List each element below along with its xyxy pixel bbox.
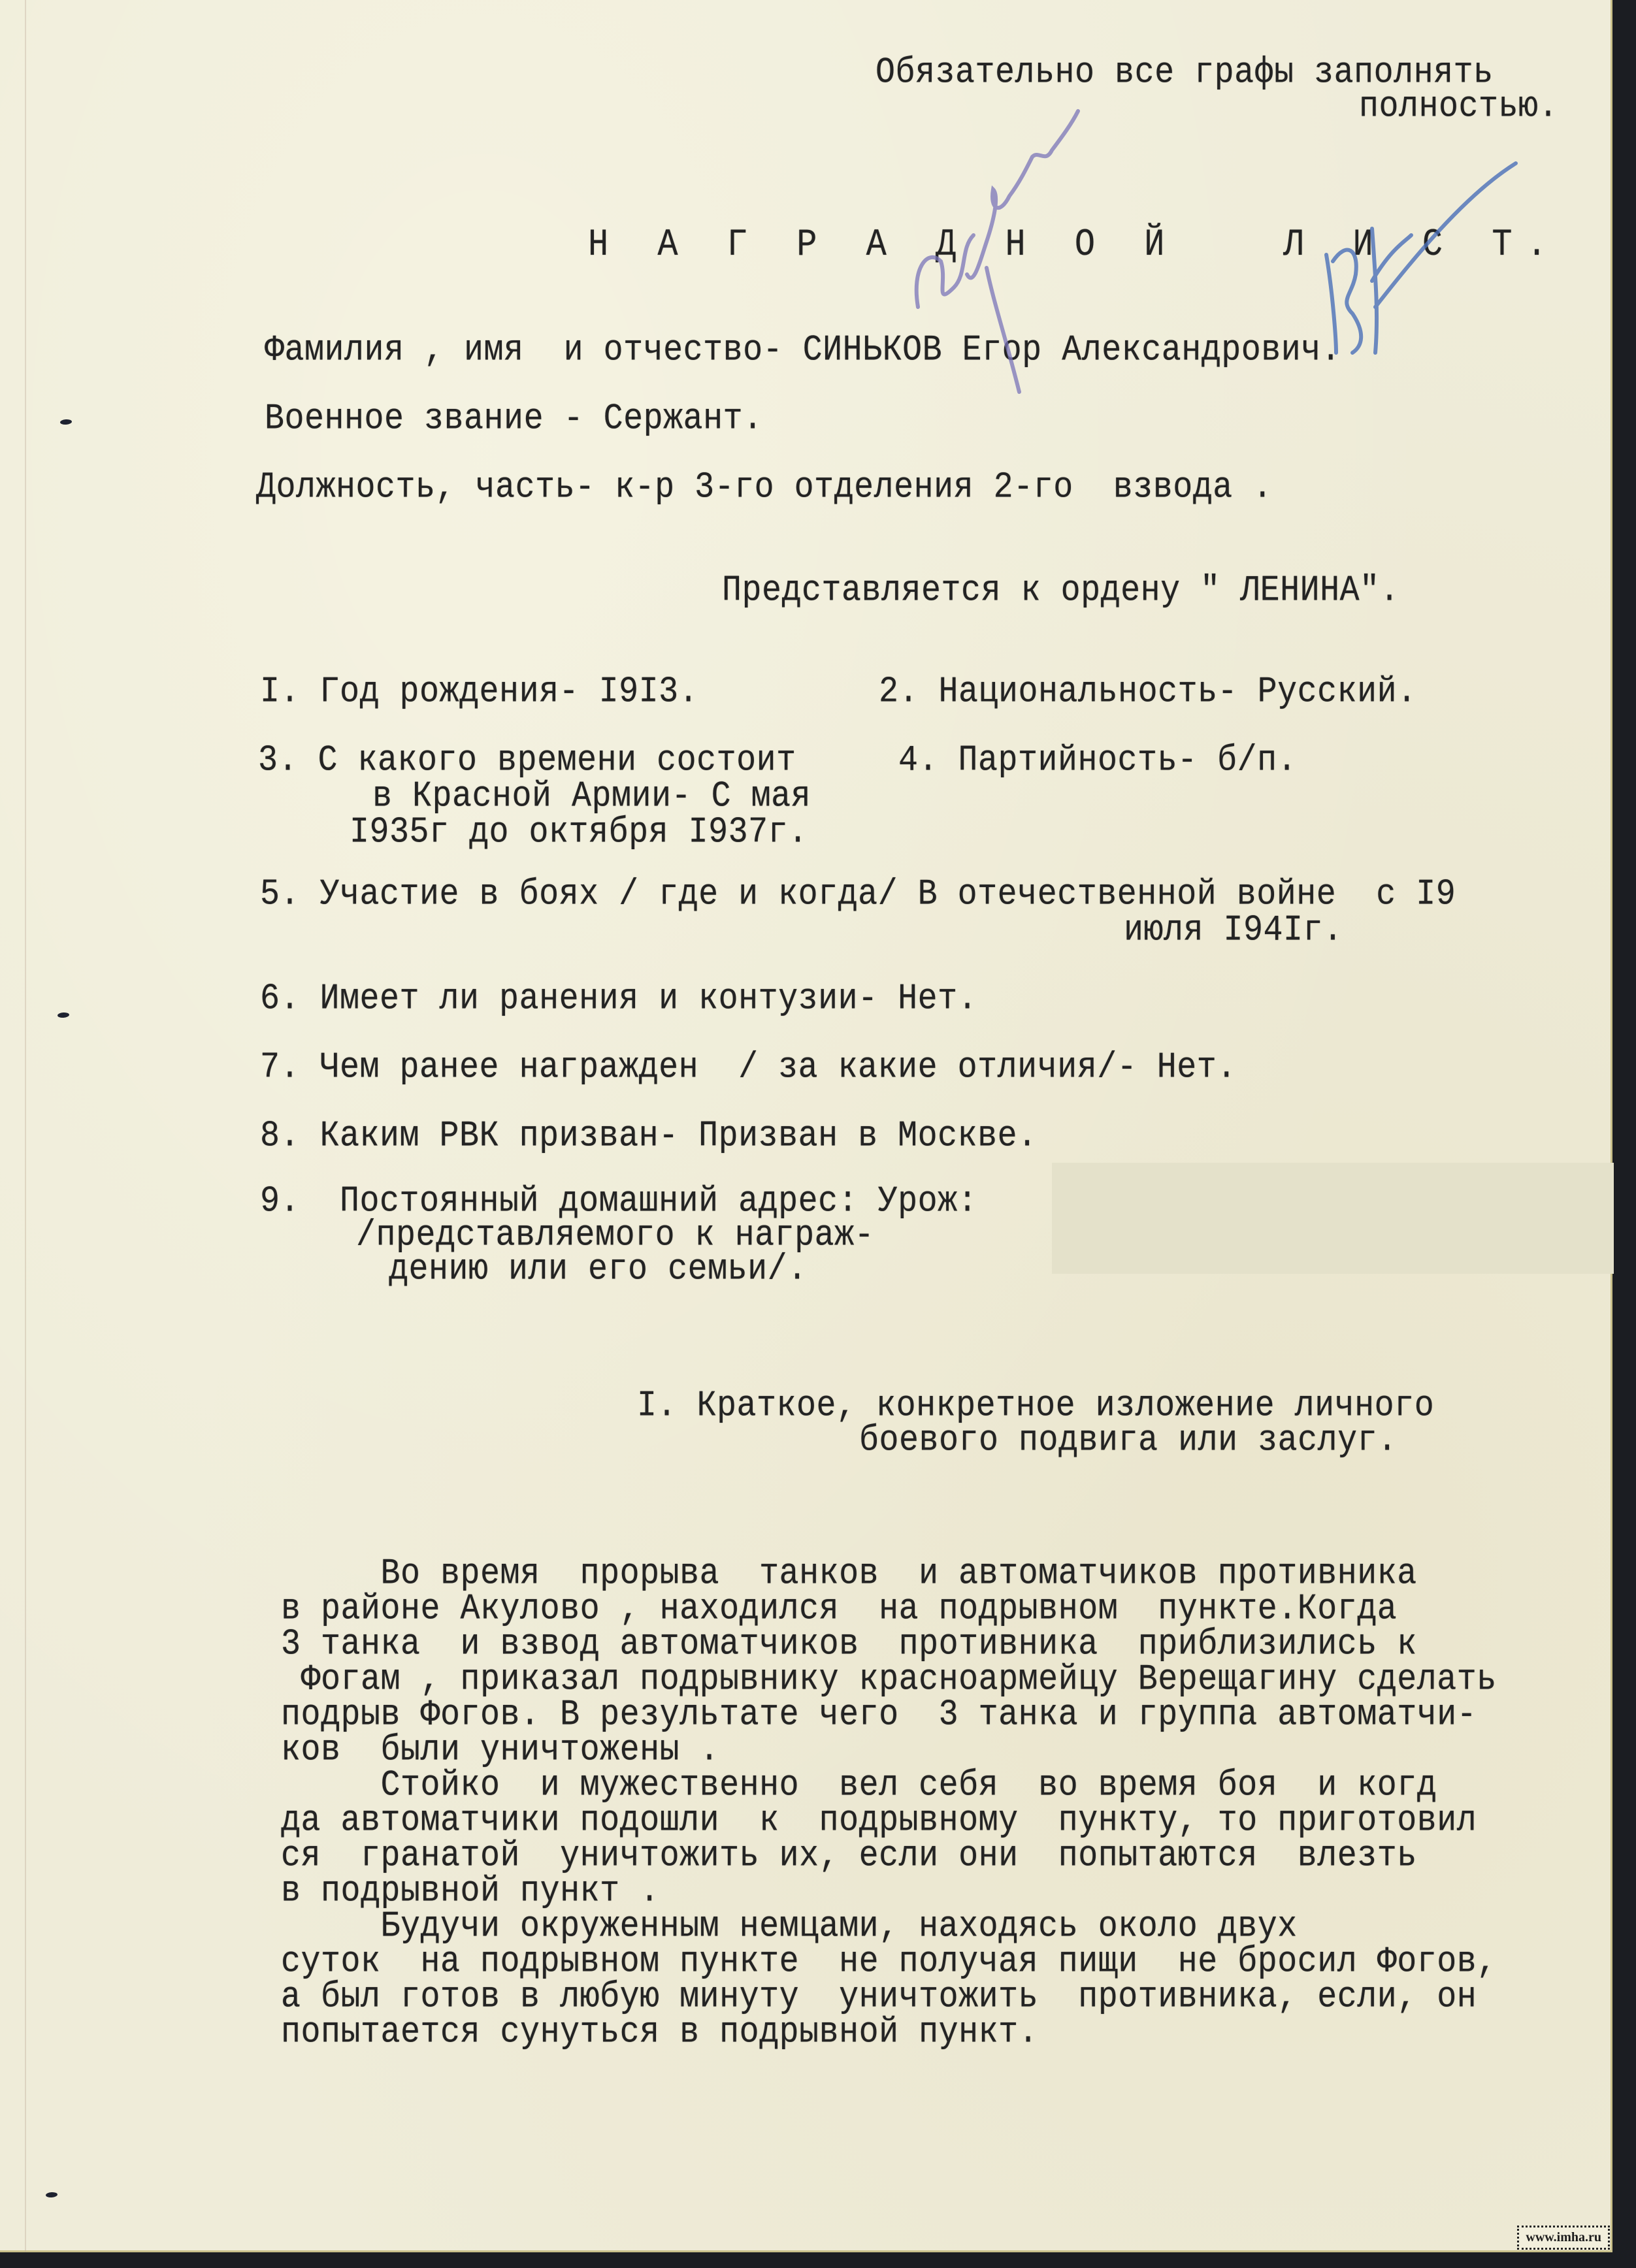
field-prior-awards: 7. Чем ранее награжден / за какие отличия/- Нет. — [260, 1046, 1237, 1089]
handwritten-initials-blue — [1326, 163, 1516, 353]
body-line: ся гранатой уничтожить их, если они попытаются влезть — [281, 1835, 1417, 1877]
body-line: Будучи окруженным немцами, находясь около двух — [281, 1905, 1298, 1948]
notice-line-2: полностью. — [1359, 86, 1559, 128]
field-address-2: /представляемого к награж- — [356, 1214, 875, 1257]
body-line: Стойко и мужественно вел себя во время боя и когд — [281, 1764, 1437, 1807]
field-service-3: I935г до октября I937г. — [350, 811, 808, 854]
handwritten-signature-violet — [917, 111, 1078, 392]
body-line: в подрывной пункт . — [281, 1870, 660, 1913]
field-service-2: в Красной Армии- С мая — [372, 775, 811, 818]
field-draft-office: 8. Каким РВК призван- Призван в Москве. — [260, 1115, 1038, 1158]
body-line: а был готов в любую минуту уничтожить противника, если, он — [281, 1976, 1477, 2018]
body-line: суток на подрывном пункте не получая пищи не бросил Фогов, — [281, 1941, 1497, 1983]
name-line: Фамилия , имя и отчество- СИНЬКОВ Егор Александрович. — [265, 329, 1341, 372]
notice-line-1: Обязательно все графы заполнять — [875, 52, 1494, 94]
field-address-3: дению или его семьи/. — [389, 1248, 808, 1291]
position-line: Должность, часть- к-р 3-го отделения 2-го взвода . — [256, 466, 1273, 509]
field-combat-1: 5. Участие в боях / где и когда/ В отечественной войне с I9 — [260, 873, 1456, 916]
watermark-stamp: www.imha.ru — [1517, 2226, 1610, 2250]
body-line: попытается сунуться в подрывной пункт. — [281, 2011, 1039, 2054]
field-wounds: 6. Имеет ли ранения и контузии- Нет. — [260, 978, 978, 1020]
section-heading-1: I. Краткое, конкретное изложение личного — [637, 1385, 1435, 1427]
document-title: Н А Г Р А Д Н О Й Л И С Т. — [588, 223, 1562, 267]
body-line: 3 танка и взвод автоматчиков противника приблизились к — [281, 1623, 1417, 1666]
body-line: подрыв Фогов. В результате чего 3 танка и группа автоматчи- — [281, 1694, 1477, 1736]
field-combat-2: июля I94Iг. — [1124, 909, 1343, 952]
section-heading-2: боевого подвига или заслуг. — [859, 1419, 1398, 1462]
award-line: Представляется к ордену " ЛЕНИНА". — [722, 570, 1400, 612]
rank-line: Военное звание - Сержант. — [265, 398, 763, 440]
field-birth-year: I. Год рождения- I9I3. — [260, 671, 699, 713]
field-service-1: 3. С какого времени состоит — [258, 739, 796, 782]
body-line: Фогам , приказал подрывнику красноармейцу Верещагину сделать — [281, 1659, 1497, 1701]
body-line: Во время прорыва танков и автоматчиков противника — [281, 1553, 1417, 1595]
body-line: да автоматчики подошли к подрывному пункту, то приготовил — [281, 1800, 1477, 1842]
body-line: в районе Акулово , находился на подрывном пункте.Когда — [281, 1588, 1398, 1630]
body-line: ков были уничтожены . — [281, 1729, 720, 1772]
field-party: 4. Партийность- б/п. — [898, 739, 1298, 782]
field-nationality: 2. Национальность- Русский. — [879, 671, 1417, 713]
field-address-1: 9. Постоянный домашний адрес: Урож: — [260, 1180, 978, 1223]
